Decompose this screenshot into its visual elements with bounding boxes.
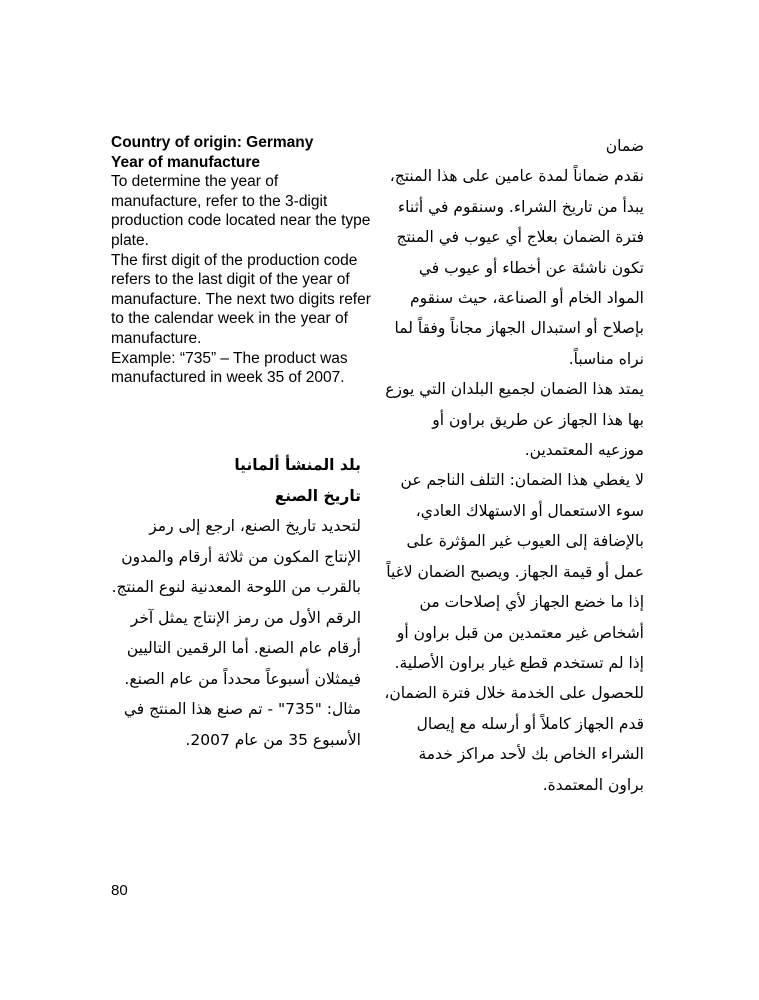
arabic-country-of-origin-heading: بلد المنشأ ألمانيا <box>234 456 361 474</box>
arabic-production-code-example: مثال: "735" - تم صنع هذا المنتج في الأسبوع 35 من عام 2007. <box>123 700 361 749</box>
arabic-origin-section <box>111 450 361 755</box>
production-code-paragraph: To determine the year of manufacture, refer to the 3-digit production code located near the type plate. <box>111 173 371 249</box>
production-code-explanation: The first digit of the production code refers to the last digit of the year of manufacture. The next two digits refer to the calendar week in the year of manufacture. <box>111 251 371 347</box>
warranty-paragraph-2: يمتد هذا الضمان لجميع البلدان التي يوزع بها هذا الجهاز عن طريق براون أو موزعيه المعتمدين. <box>385 380 644 460</box>
arabic-warranty-section <box>384 131 644 800</box>
warranty-heading: ضمان <box>605 137 644 155</box>
warranty-paragraph-3: لا يغطي هذا الضمان: التلف الناجم عن سوء الاستعمال أو الاستهلاك العادي، بالإضافة إلى العيوب غير المؤثرة على عمل أو قيمة الجهاز. ويصبح الضمان لاغياً إذا ما خضع الجهاز لأي إصلاحات من أشخاص غير معتمدين من قبل براون أو إذا لم تستخدم قطع غيار براون الأصلية. <box>386 471 644 672</box>
warranty-paragraph-4: للحصول على الخدمة خلال فترة الضمان، قدم الجهاز كاملاً أو أرسله مع إيصال الشراء الخاص بك لأحد مراكز خدمة براون المعتمدة. <box>384 684 644 794</box>
page-number: 80 <box>111 882 128 899</box>
english-origin-section <box>111 133 371 388</box>
arabic-production-code-explanation: الرقم الأول من رمز الإنتاج يمثل آخر أرقام عام الصنع. أما الرقمين التاليين فيمثلان أسبوعاً محدداً من عام الصنع. <box>124 608 361 688</box>
production-code-example: Example: “735” – The product was manufactured in week 35 of 2007. <box>111 349 348 387</box>
year-of-manufacture-heading: Year of manufacture <box>111 153 261 171</box>
arabic-production-code-paragraph: لتحديد تاريخ الصنع، ارجع إلى رمز الإنتاج المكون من ثلاثة أرقام والمدون بالقرب من اللوحة المعدنية لنوع المنتج. <box>111 517 361 596</box>
arabic-year-of-manufacture-heading: تاريخ الصنع <box>274 486 361 505</box>
country-of-origin-heading: Country of origin: Germany <box>111 134 314 151</box>
warranty-paragraph-1: نقدم ضماناً لمدة عامين على هذا المنتج، يبدأ من تاريخ الشراء. وسنقوم في أثناء فترة الضمان بعلاج أي عيوب في المنتج تكون ناشئة عن أخطاء أو عيوب في المواد الخام أو الصناعة، حيث سنقوم بإصلاح أو استبدال الجهاز مجاناً وفقاً لما نراه مناسباً. <box>389 167 644 368</box>
